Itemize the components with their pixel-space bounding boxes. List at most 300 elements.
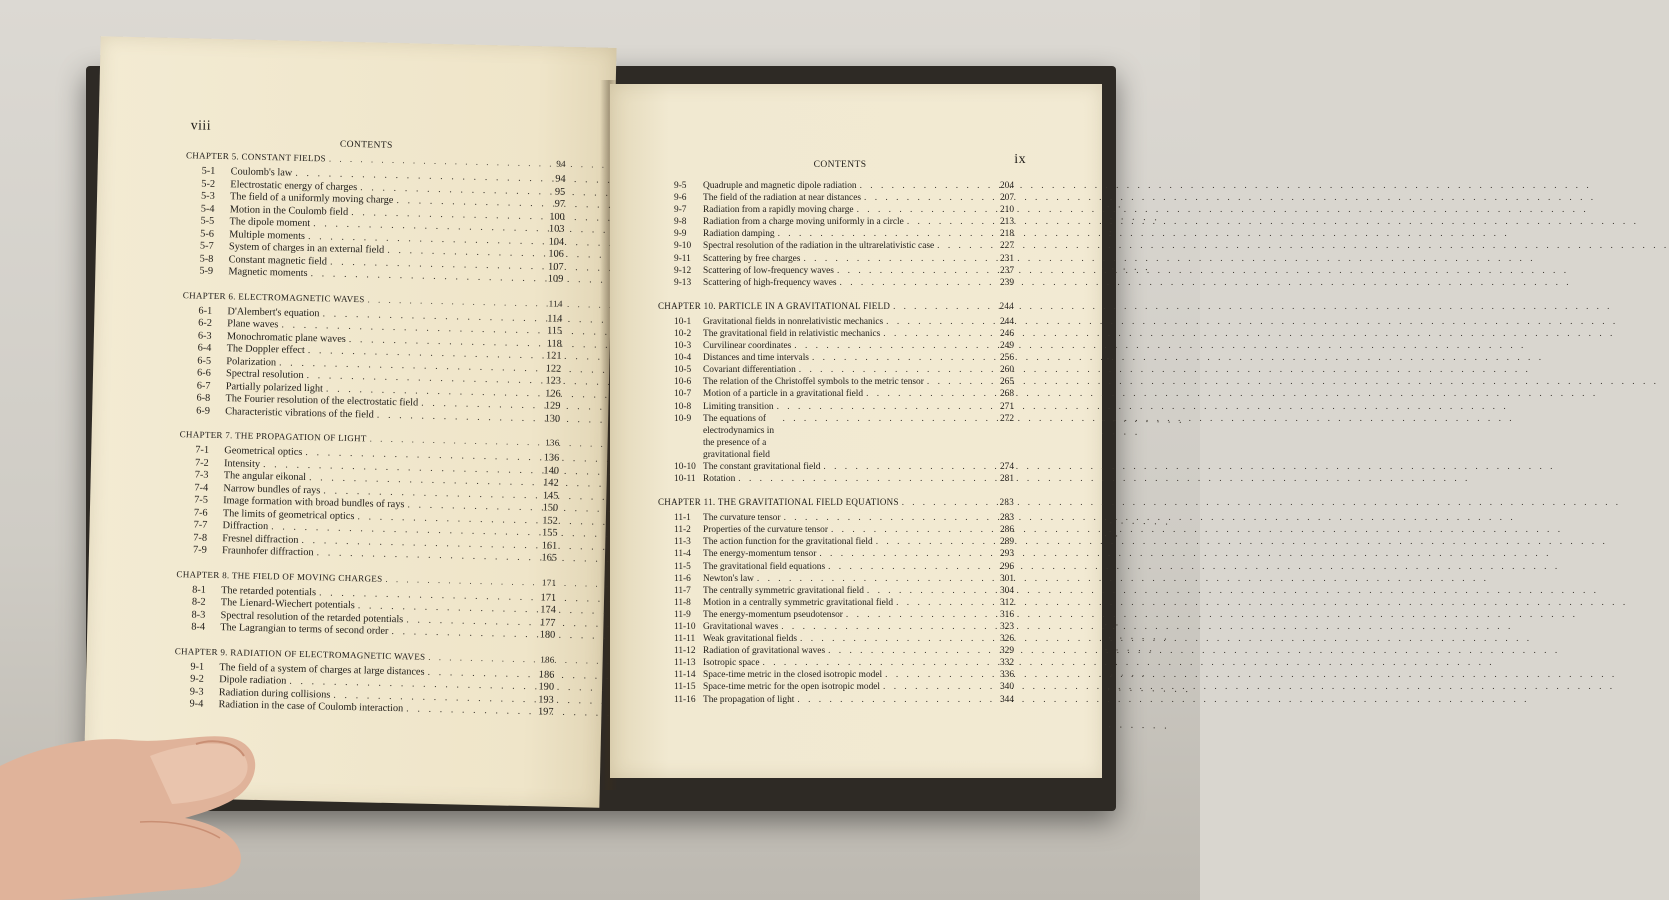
dot-leader [794, 340, 989, 352]
section-number: 11-11 [674, 634, 696, 645]
dot-leader [886, 316, 989, 328]
section-title: Scattering of high-frequency waves [703, 277, 837, 288]
section-number: 8-4 [191, 621, 206, 633]
chapter-page: 186 [540, 653, 555, 665]
toc-entry [674, 681, 1014, 693]
section-title: Scattering of low-frequency waves [703, 265, 834, 276]
section-number: 9-9 [674, 229, 687, 240]
section-number: 9-11 [674, 253, 691, 264]
chapter-title: CHAPTER 9. RADIATION OF ELECTROMAGNETIC WAVES [174, 645, 426, 662]
section-number: 10-4 [674, 353, 692, 364]
section-number: 9-5 [674, 181, 687, 191]
section-page: 180 [539, 629, 556, 641]
section-page: 114 [547, 312, 563, 325]
section-title: Distances and time intervals [703, 353, 809, 364]
section-page: 193 [538, 693, 554, 706]
toc-entry [674, 388, 1014, 400]
section-page: 296 [999, 561, 1014, 572]
section-page: 150 [542, 502, 559, 514]
section-title: Weak gravitational fields [703, 634, 798, 645]
dot-leader [329, 153, 541, 168]
section-page: 304 [999, 585, 1014, 596]
section-page: 301 [999, 573, 1014, 584]
chapter-heading [658, 497, 1014, 507]
section-title: Narrow bundles of rays [223, 482, 321, 496]
toc-entry [674, 473, 1014, 485]
section-number: 7-5 [194, 494, 209, 506]
dot-leader [864, 192, 989, 204]
dot-leader [937, 240, 989, 252]
dot-leader [823, 461, 989, 473]
section-title: Spectral resolution of the radiation in the ultrarelativistic case [703, 241, 935, 252]
section-number: 11-4 [674, 549, 691, 560]
section-page: 109 [547, 273, 564, 285]
dot-leader [800, 633, 989, 645]
section-page: 274 [999, 461, 1014, 472]
section-title: Isotropic space [703, 658, 760, 669]
dot-leader [857, 204, 989, 216]
toc-entry [674, 536, 1014, 548]
dot-leader [797, 694, 989, 706]
section-title: The gravitational field equations [703, 561, 826, 572]
section-page: 272 [999, 413, 1014, 424]
section-title: The limits of geometrical optics [222, 507, 355, 522]
section-page: 293 [999, 549, 1014, 560]
section-title: Electrostatic energy of charges [230, 178, 358, 193]
section-page: 118 [546, 337, 562, 350]
section-number: 6-2 [198, 317, 213, 329]
section-title: Coulomb's law [230, 166, 293, 179]
chapter-page: 171 [541, 576, 557, 588]
section-title: The Lagrangian to terms of second order [220, 622, 389, 637]
section-number: 5-6 [200, 228, 215, 240]
section-page: 326 [999, 634, 1014, 645]
section-page: 281 [999, 474, 1014, 485]
section-page: 332 [999, 658, 1014, 669]
section-title: The field of a uniformly moving charge [229, 191, 394, 206]
section-page: 231 [999, 253, 1014, 264]
section-number: 10-3 [674, 341, 692, 352]
toc-entry [674, 621, 1014, 633]
section-page: 227 [999, 241, 1014, 252]
toc-entry [674, 401, 1014, 413]
section-page: 286 [999, 525, 1014, 536]
section-number: 8-2 [191, 596, 206, 608]
section-title: Geometrical optics [224, 445, 303, 458]
section-number: 9-4 [189, 698, 204, 710]
section-number: 11-5 [674, 561, 691, 572]
section-title: Limiting transition [703, 401, 774, 412]
section-title: The Fourier resolution of the electrostatic field [225, 393, 419, 409]
left-page [83, 36, 616, 808]
section-page: 165 [541, 552, 558, 564]
toc-entry [674, 204, 1014, 216]
section-title: Rotation [703, 474, 736, 485]
section-number: 10-9 [674, 413, 692, 424]
left-running-title: CONTENTS [339, 139, 393, 151]
toc-entry [674, 512, 1014, 524]
section-page: 152 [542, 514, 558, 527]
section-page: 265 [999, 377, 1014, 388]
section-title: Monochromatic plane waves [226, 330, 346, 345]
chapter-page: 244 [999, 300, 1014, 311]
section-number: 7-3 [194, 469, 209, 481]
section-title: System of charges in an external field [228, 241, 385, 256]
section-page: 271 [999, 401, 1014, 412]
section-title: Polarization [226, 355, 277, 368]
section-title: The dipole moment [229, 216, 311, 230]
right-running-title: CONTENTS [813, 160, 867, 170]
section-page: 177 [539, 616, 556, 629]
section-page: 340 [999, 682, 1014, 693]
section-number: 7-6 [193, 506, 208, 519]
dot-leader [846, 609, 989, 621]
chapter-title: CHAPTER 7. THE PROPAGATION OF LIGHT [179, 429, 367, 444]
section-number: 5-4 [200, 203, 215, 215]
section-number: 11-8 [674, 597, 691, 608]
section-number: 8-3 [191, 608, 206, 621]
toc-entry [674, 548, 1014, 560]
toc-entry [674, 328, 1014, 340]
section-page: 249 [999, 341, 1014, 352]
section-page: 207 [999, 193, 1014, 204]
dot-leader [385, 573, 531, 586]
dot-leader [837, 265, 989, 277]
section-page: 186 [538, 668, 555, 681]
toc-entry [674, 253, 1014, 265]
toc-entry [674, 228, 1014, 240]
section-number: 5-3 [200, 190, 215, 202]
section-page: 104 [548, 235, 565, 248]
dot-leader [377, 409, 536, 425]
section-number: 10-8 [674, 401, 692, 412]
section-number: 7-4 [194, 481, 209, 494]
section-page: 130 [544, 412, 561, 425]
section-title: Covariant differentiation [703, 365, 796, 376]
section-title: The centrally symmetric gravitational field [703, 585, 864, 596]
section-title: Characteristic vibrations of the field [225, 405, 374, 421]
section-page: 316 [999, 609, 1014, 620]
toc-entry [674, 352, 1014, 364]
section-title: Radiation damping [703, 229, 775, 240]
toc-entry [674, 277, 1014, 289]
section-title: Motion of a particle in a gravitational field [703, 389, 864, 400]
section-title: The relation of the Christoffel symbols to the metric tensor [703, 377, 924, 388]
dot-leader [828, 645, 989, 657]
section-number: 9-6 [674, 193, 687, 204]
section-page: 197 [537, 706, 554, 718]
section-number: 10-2 [674, 328, 692, 339]
section-page: 171 [540, 591, 557, 604]
section-title: Motion in the Coulomb field [229, 203, 349, 218]
section-page: 100 [549, 210, 565, 223]
toc-entry [674, 657, 1014, 669]
section-page: 190 [538, 681, 555, 693]
dot-leader [876, 536, 989, 548]
section-title: The equations of electrodynamics in the presence of a gravitational field [703, 413, 775, 460]
dot-leader [831, 524, 989, 536]
section-page: 256 [999, 353, 1014, 364]
section-page: 246 [999, 328, 1014, 339]
chapter-page: 283 [999, 497, 1014, 508]
section-title: Fresnel diffraction [222, 532, 299, 546]
section-number: 5-5 [200, 215, 215, 227]
section-title: The energy-momentum tensor [703, 549, 817, 560]
dot-leader [812, 352, 989, 364]
section-page: 142 [543, 477, 559, 489]
section-title: Curvilinear coordinates [703, 341, 792, 352]
toc-entry [674, 585, 1014, 597]
section-number: 5-7 [199, 240, 214, 252]
left-running-head [99, 118, 615, 151]
dot-leader [784, 512, 989, 524]
section-number: 10-10 [674, 461, 696, 472]
chapter-heading [658, 301, 1014, 311]
dot-leader [907, 216, 989, 228]
section-title: The Doppler effect [226, 343, 305, 356]
section-number: 11-10 [674, 622, 696, 632]
section-page: 129 [544, 400, 561, 412]
dot-leader [896, 597, 989, 609]
section-number: 10-1 [674, 316, 692, 327]
section-title: Gravitational fields in nonrelativistic mechanics [703, 316, 884, 327]
section-number: 6-4 [197, 342, 212, 354]
section-title: Diffraction [222, 520, 269, 533]
toc-entry [674, 633, 1014, 645]
toc-entry [674, 364, 1014, 376]
chapter-title: CHAPTER 10. PARTICLE IN A GRAVITATIONAL FIELD [658, 300, 891, 311]
section-title: The angular eikonal [223, 470, 307, 484]
section-page: 140 [543, 464, 560, 477]
section-title: Scattering by free charges [703, 253, 801, 264]
section-number: 11-16 [674, 694, 696, 705]
dot-leader [367, 294, 537, 308]
dot-leader [778, 228, 989, 240]
dot-leader [757, 573, 989, 585]
section-page: 123 [545, 375, 562, 387]
section-number: 11-3 [674, 537, 691, 548]
section-number: 10-11 [674, 474, 696, 485]
section-number: 5-9 [199, 265, 214, 277]
toc-entry [674, 561, 1014, 573]
dot-leader [781, 621, 989, 633]
section-number: 10-6 [674, 377, 692, 388]
section-title: The Lienard-Wiechert potentials [220, 597, 355, 612]
section-page: 106 [548, 248, 564, 260]
chapter-page: 94 [556, 158, 567, 169]
dot-leader [860, 180, 989, 192]
dot-leader [777, 401, 989, 413]
toc-entry [674, 240, 1014, 252]
section-page: 289 [999, 537, 1014, 548]
chapter-page: 136 [545, 437, 560, 448]
section-number: 9-8 [674, 217, 687, 228]
section-page: 107 [548, 260, 564, 273]
toc-entry [674, 669, 1014, 681]
toc-entry [674, 609, 1014, 621]
section-page: 268 [999, 389, 1014, 400]
section-page: 115 [546, 325, 563, 337]
section-number: 11-6 [674, 573, 691, 584]
toc-entry [674, 376, 1014, 388]
section-title: Radiation of gravitational waves [703, 646, 826, 657]
section-number: 6-1 [198, 305, 213, 317]
section-page: 97 [554, 198, 566, 210]
toc-entry [674, 265, 1014, 277]
section-number: 5-8 [199, 253, 214, 265]
section-title: The field of a system of charges at large distances [219, 661, 425, 678]
dot-leader [799, 364, 989, 376]
section-title: Radiation from a rapidly moving charge [703, 205, 854, 216]
dot-leader [763, 657, 990, 669]
section-title: Intensity [223, 457, 261, 470]
section-number: 7-1 [195, 444, 210, 456]
section-page: 237 [999, 265, 1014, 276]
right-page-number: ix [1014, 152, 1026, 167]
section-number: 6-5 [197, 355, 212, 367]
dot-leader [883, 681, 989, 693]
section-page: 95 [554, 186, 566, 198]
section-title: The field of the radiation at near distances [703, 193, 862, 204]
toc-entry [674, 180, 1014, 192]
chapter-title: CHAPTER 11. THE GRAVITATIONAL FIELD EQUATIONS [658, 497, 899, 508]
section-title: The gravitational field in relativistic mechanics [703, 328, 881, 339]
section-title: The propagation of light [703, 694, 795, 705]
section-title: The constant gravitational field [703, 461, 821, 472]
section-number: 5-1 [201, 165, 216, 177]
toc-entry [674, 694, 1014, 706]
dot-leader [803, 253, 989, 265]
section-title: The curvature tensor [703, 513, 781, 524]
section-number: 7-2 [194, 456, 209, 469]
toc-entry [674, 216, 1014, 228]
section-number: 10-5 [674, 365, 692, 376]
toc-entry [674, 461, 1014, 473]
section-page: 329 [999, 646, 1014, 657]
section-title: Radiation in the case of Coulomb interaction [218, 699, 404, 715]
section-title: Magnetic moments [228, 266, 308, 279]
section-title: Gravitational waves [703, 622, 779, 632]
section-title: Plane waves [227, 318, 279, 331]
section-number: 9-7 [674, 205, 687, 216]
section-number: 6-7 [196, 380, 211, 392]
section-title: D'Alembert's equation [227, 305, 320, 319]
section-title: Radiation during collisions [218, 686, 331, 701]
dot-leader [866, 388, 989, 400]
section-title: The action function for the gravitational field [703, 537, 873, 548]
dot-leader [893, 301, 989, 311]
section-page: 126 [545, 387, 561, 400]
dot-leader [902, 497, 989, 507]
section-title: Spectral resolution of the retarded potentials [220, 609, 404, 625]
dot-leader [819, 548, 989, 560]
section-title: The energy-momentum pseudotensor [703, 609, 843, 620]
section-page: 161 [541, 539, 558, 552]
dot-leader [406, 703, 529, 718]
dot-leader [783, 413, 989, 425]
left-toc [173, 150, 566, 719]
section-number: 6-3 [197, 330, 212, 342]
section-page: 122 [545, 362, 562, 375]
section-page: 213 [999, 217, 1014, 228]
section-page: 344 [999, 694, 1014, 705]
dot-leader [883, 328, 989, 340]
section-page: 336 [999, 670, 1014, 681]
section-number: 11-1 [674, 513, 691, 524]
section-number: 9-13 [674, 277, 692, 288]
section-number: 10-7 [674, 389, 692, 400]
section-number: 9-3 [189, 685, 204, 698]
dot-leader [370, 433, 535, 447]
section-title: Motion in a centrally symmetric gravitational field [703, 597, 894, 608]
dot-leader [885, 669, 989, 681]
chapter-title: CHAPTER 5. CONSTANT FIELDS [185, 150, 327, 164]
section-page: 94 [555, 173, 566, 185]
left-page-number: viii [190, 118, 212, 134]
dot-leader [428, 651, 530, 663]
section-page: 121 [545, 350, 562, 362]
section-number: 11-14 [674, 670, 696, 681]
section-title: Partially polarized light [225, 380, 324, 394]
section-title: Dipole radiation [218, 674, 287, 687]
chapter-title: CHAPTER 8. THE FIELD OF MOVING CHARGES [176, 568, 383, 584]
toc-entry [674, 413, 1014, 461]
section-page: 145 [542, 489, 559, 502]
section-page: 155 [541, 527, 558, 539]
section-number: 6-9 [196, 405, 211, 417]
section-number: 5-2 [201, 178, 216, 190]
toc-entry [674, 192, 1014, 204]
section-title: Properties of the curvature tensor [703, 525, 828, 536]
dot-leader [867, 585, 989, 597]
chapter-page: 114 [548, 297, 563, 309]
dot-leader [828, 561, 989, 573]
toc-entry [674, 573, 1014, 585]
dot-leader [927, 376, 989, 388]
toc-entry [674, 645, 1014, 657]
section-page: 239 [999, 277, 1014, 288]
toc-entry [674, 524, 1014, 536]
section-title: Quadruple and magnetic dipole radiation [703, 181, 857, 191]
dot-leader [840, 277, 989, 289]
right-page [610, 84, 1102, 778]
section-page: 283 [999, 513, 1014, 524]
section-number: 11-9 [674, 609, 691, 620]
section-number: 7-8 [193, 531, 208, 544]
section-page: 218 [999, 229, 1014, 240]
section-number: 7-7 [193, 519, 208, 531]
section-number: 6-6 [196, 367, 211, 379]
chapter-title: CHAPTER 6. ELECTROMAGNETIC WAVES [182, 289, 365, 304]
section-number: 11-15 [674, 682, 696, 693]
section-page: 174 [540, 604, 556, 616]
section-title: Space-time metric for the open isotropic model [703, 682, 881, 693]
section-page: 210 [999, 205, 1014, 216]
section-title: Image formation with broad bundles of rays [223, 495, 405, 511]
hand-holding-book [0, 726, 290, 900]
section-number: 9-1 [190, 660, 205, 673]
section-title: Constant magnetic field [228, 253, 328, 267]
section-number: 11-7 [674, 585, 691, 596]
section-number: 9-10 [674, 241, 692, 252]
section-title: Space-time metric in the closed isotropic model [703, 670, 883, 681]
dot-leader [738, 473, 989, 485]
dot-leader [391, 626, 530, 642]
section-page: 103 [548, 223, 565, 235]
section-title: Spectral resolution [225, 368, 304, 381]
section-page: 323 [999, 622, 1014, 632]
section-page: 136 [543, 452, 560, 464]
